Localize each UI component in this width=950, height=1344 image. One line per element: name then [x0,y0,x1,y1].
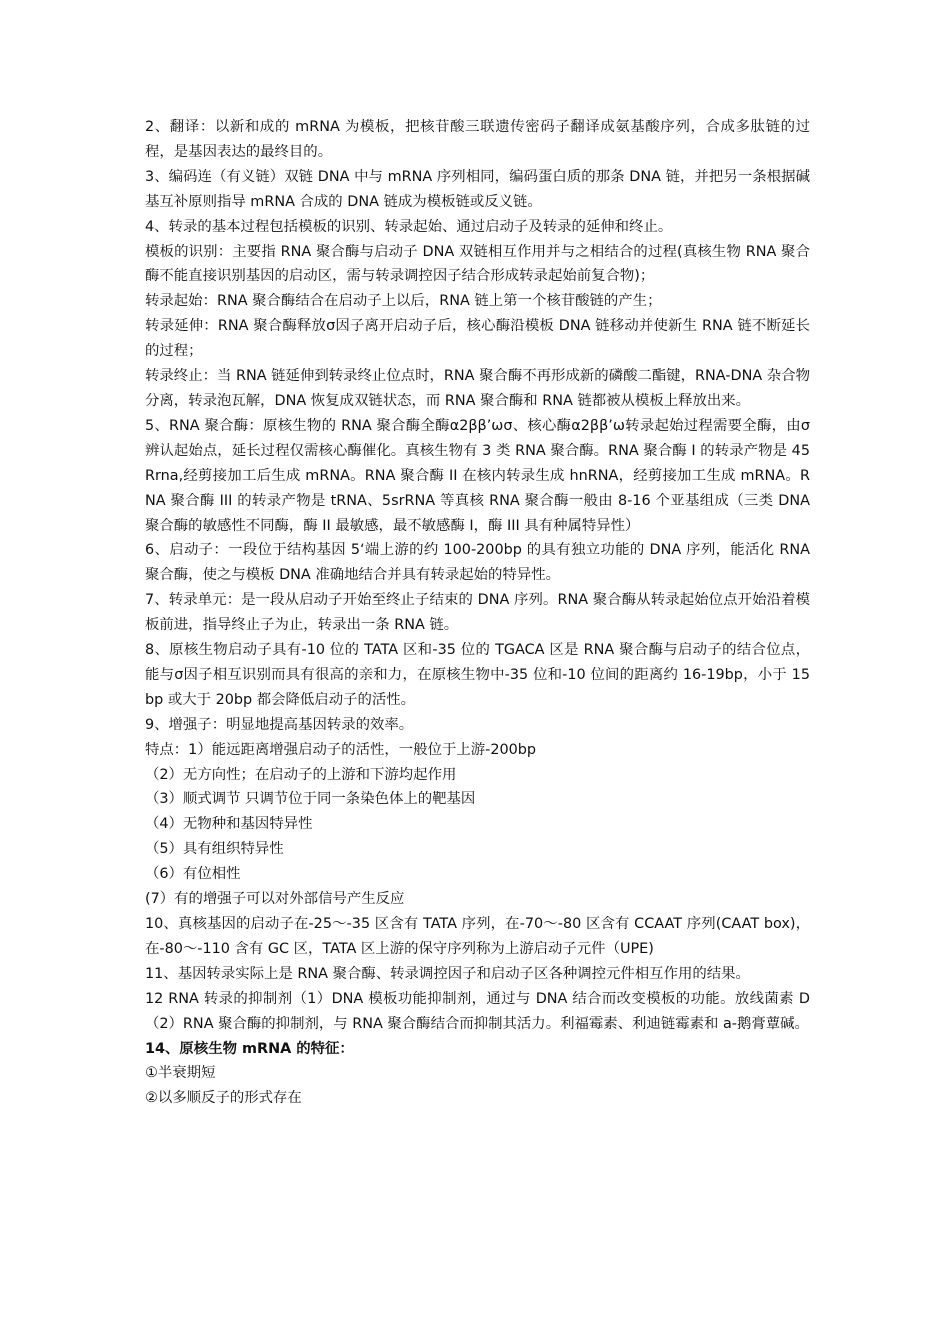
paragraph-transcription-inhibitors: 12 RNA 转录的抑制剂（1）DNA 模板功能抑制剂，通过与 DNA 结合而改变模板的功能。放线菌素 D（2）RNA 聚合酶的抑制剂，与 RNA 聚合酶结合而抑制其活力。利福霉素、利迪链霉素和 a-鹅膏蕈碱。 [145,990,810,1032]
paragraph-prokaryotic-promoter: 8、原核生物启动子具有-10 位的 TATA 区和-35 位的 TGACA 区是 RNA 聚合酶与启动子的结合位点，能与σ因子相互识别而具有很高的亲和力，在原核生物中-35 位和-10 位间的距离约 16-19bp，小于 15bp 或大于 20bp 都会降低启动子的活性。 [145,642,810,708]
paragraph-transcription-process: 4、转录的基本过程包括模板的识别、转录起始、通过启动子及转录的延伸和终止。 [145,218,673,235]
paragraph-transcription-initiation: 转录起始：RNA 聚合酶结合在启动子上以后，RNA 链上第一个核苷酸链的产生； [145,293,662,310]
paragraph-transcription-unit: 7、转录单元：是一段从启动子开始至终止子结束的 DNA 序列。RNA 聚合酶从转录起始位点开始沿着模板前进，指导终止子为止，转录出一条 RNA 链。 [145,592,810,634]
mrna-feature-2: ②以多顺反子的形式存在 [145,1090,302,1107]
enhancer-feature-7: (7）有的增强子可以对外部信号产生反应 [145,891,405,908]
paragraph-coding-strand: 3、编码连（有义链）双链 DNA 中与 mRNA 序列相同，编码蛋白质的那条 DNA 链，并把另一条根据碱基互补原则指导 mRNA 合成的 DNA 链成为模板链或反义链。 [145,168,810,210]
document-page [145,115,810,1111]
paragraph-promoter: 6、启动子：一段位于结构基因 5‘端上游的约 100-200bp 的具有独立功能的 DNA 序列，能活化 RNA 聚合酶，使之与模板 DNA 准确地结合并具有转录起始的特异性。 [145,542,810,584]
paragraph-prokaryotic-mrna-heading: 14、原核生物 mRNA 的特征： [145,1040,354,1057]
paragraph-enhancer: 9、增强子：明显地提高基因转录的效率。 [145,716,414,733]
paragraph-transcription-termination: 转录终止：当 RNA 链延伸到转录终止位点时，RNA 聚合酶不再形成新的磷酸二酯键，RNA-DNA 杂合物分离，转录泡瓦解，DNA 恢复成双链状态，而 RNA 聚合酶和 RNA 链都被从模板上释放出来。 [145,368,810,409]
enhancer-feature-5: （5）具有组织特异性 [145,841,284,858]
enhancer-feature-6: （6）有位相性 [145,866,241,883]
enhancer-feature-1: 特点：1）能远距离增强启动子的活性，一般位于上游-200bp [145,741,537,758]
mrna-feature-1: ①半衰期短 [145,1065,216,1082]
enhancer-feature-4: （4）无物种和基因特异性 [145,816,313,833]
paragraph-transcription-elongation: 转录延伸：RNA 聚合酶释放σ因子离开启动子后，核心酶沿模板 DNA 链移动并使新生 RNA 链不断延长的过程； [145,318,810,360]
paragraph-translation: 2、翻译：以新和成的 mRNA 为模板，把核苷酸三联遗传密码子翻译成氨基酸序列，合成多肽链的过程，是基因表达的最终目的。 [145,119,810,160]
paragraph-eukaryotic-promoter: 10、真核基因的启动子在-25～-35 区含有 TATA 序列，在-70～-80 区含有 CCAAT 序列(CAAT box)，在-80～-110 含有 GC 区，TATA 区上游的保守序列称为上游启动子元件（UPE) [145,916,810,957]
paragraph-rna-polymerase: 5、RNA 聚合酶：原核生物的 RNA 聚合酶全酶α2ββ’ωσ、核心酶α2ββ’ω转录起始过程需要全酶，由σ辨认起始点，延长过程仅需核心酶催化。真核生物有 3 类 RNA 聚合酶。RNA 聚合酶 I 的转录产物是 45Rrna,经剪接加工后生成 mRNA。RNA 聚合酶 II 在核内转录生成 hnRNA，经剪接加工生成 mRNA。RNA 聚合酶 III 的转录产物是 tRNA、5srRNA 等真核 RNA 聚合酶一般由 8-16 个亚基组成（三类 DNA 聚合酶的敏感性不同酶，酶 II 最敏感，最不敏感酶 I，酶 III 具有种属特异性） [145,417,810,534]
enhancer-feature-2: （2）无方向性；在启动子的上游和下游均起作用 [145,766,457,783]
enhancer-feature-3: （3）顺式调节 只调节位于同一条染色体上的靶基因 [145,791,476,808]
paragraph-template-recognition: 模板的识别：主要指 RNA 聚合酶与启动子 DNA 双链相互作用并与之相结合的过程(真核生物 RNA 聚合酶不能直接识别基因的启动区，需与转录调控因子结合形成转录起始前复合物)； [145,243,810,285]
paragraph-gene-transcription: 11、基因转录实际上是 RNA 聚合酶、转录调控因子和启动子区各种调控元件相互作用的结果。 [145,965,750,982]
